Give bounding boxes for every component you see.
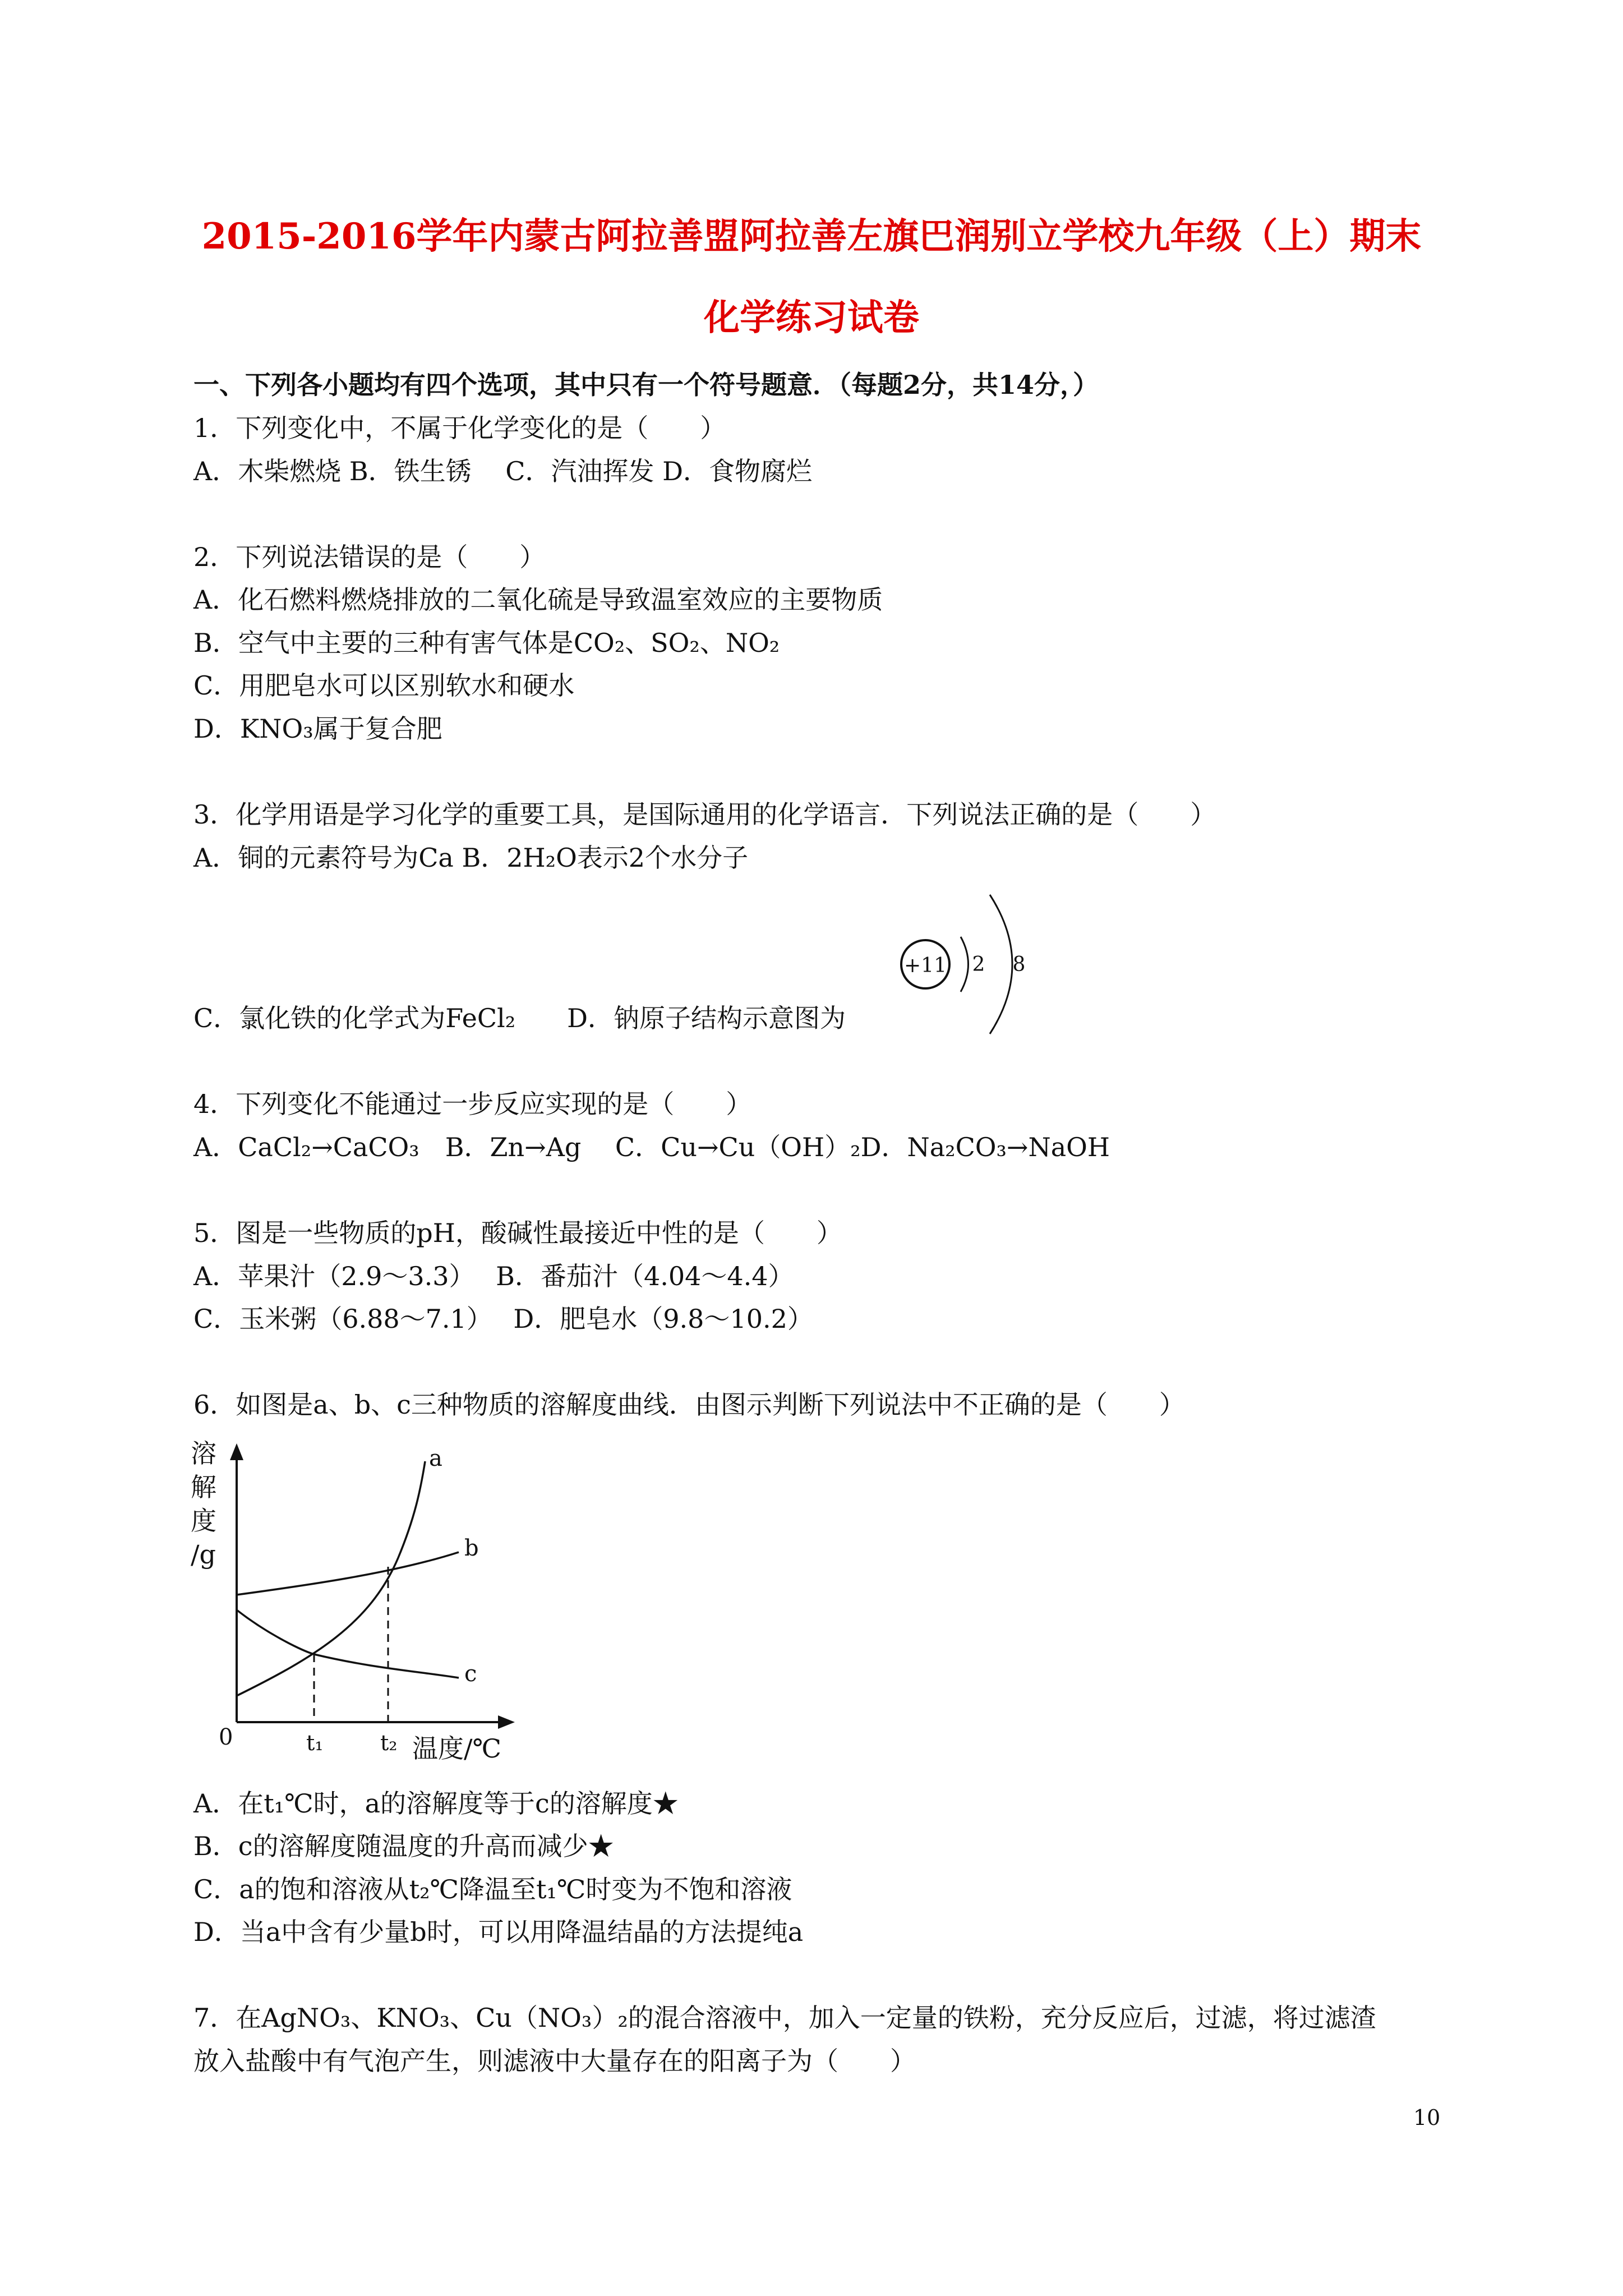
q1-options: A．木柴燃烧 B．铁生锈 C．汽油挥发 D．食物腐烂: [193, 456, 812, 486]
q2-option-b: [193, 630, 780, 656]
q2-option-d-formula: KNO₃: [239, 714, 313, 744]
y-axis-label-part: 解: [191, 1472, 216, 1502]
title-line-2: 化学练习试卷: [704, 297, 919, 339]
page-number: 10: [1413, 2105, 1441, 2130]
shell-1-electrons: 2: [972, 953, 985, 976]
q2-option-d: [193, 716, 442, 742]
q2-option-d-text: 属于复合肥: [313, 714, 442, 744]
q3-stem: 3．化学用语是学习化学的重要工具，是国际通用的化学语言．下列说法正确的是（ ）: [193, 799, 1216, 830]
q1-stem: 1．下列变化中，不属于化学变化的是（ ）: [193, 413, 726, 443]
y-axis-label-part: 溶: [191, 1438, 216, 1469]
y-axis-label: [191, 1438, 216, 1570]
q6-option-b: B．c的溶解度随温度的升高而减少★: [193, 1831, 614, 1861]
y-axis-label-part: /g: [191, 1539, 216, 1570]
series-a-curve: [237, 1461, 425, 1696]
series-b-label: b: [464, 1535, 479, 1561]
q4-stem: 4．下列变化不能通过一步反应实现的是（ ）: [193, 1089, 752, 1119]
x-tick-t2: t₂: [380, 1731, 398, 1755]
x-axis-arrow: [498, 1715, 515, 1729]
origin-label: 0: [219, 1724, 233, 1750]
series-c-curve: [237, 1610, 459, 1678]
q6-option-d: D．当a中含有少量b时，可以用降温结晶的方法提纯a: [193, 1917, 804, 1947]
x-axis-label: 温度/℃: [412, 1733, 501, 1764]
q5-options-ab: A．苹果汁（2.9～3.3） B．番茄汁（4.04～4.4）: [193, 1261, 794, 1291]
q2-option-a: A．化石燃料燃烧排放的二氧化硫是导致温室效应的主要物质: [193, 585, 883, 615]
q2-option-b-text: B．空气中主要的三种有害气体是: [193, 628, 574, 658]
title-line-1: 2015-2016学年内蒙古阿拉善盟阿拉善左旗巴润别立学校九年级（上）期末: [201, 215, 1422, 257]
q2-stem: 2．下列说法错误的是（ ）: [193, 542, 546, 572]
q6-stem: 6．如图是a、b、c三种物质的溶解度曲线．由图示判断下列说法中不正确的是（ ）: [193, 1389, 1185, 1420]
sodium-atom-diagram: [895, 889, 1052, 1046]
electron-shell-2: [990, 895, 1012, 1034]
series-a-label: a: [429, 1446, 442, 1471]
y-axis-arrow: [230, 1443, 243, 1460]
q4-options: A．CaCl₂→CaCO₃ B．Zn→Ag C．Cu→Cu（OH）₂D．Na₂CO₃→NaOH: [193, 1132, 1110, 1162]
q6-option-c: C．a的饱和溶液从t₂℃降温至t₁℃时变为不饱和溶液: [193, 1874, 792, 1904]
q5-options-cd: C．玉米粥（6.88～7.1） D．肥皂水（9.8～10.2）: [193, 1304, 813, 1334]
x-tick-t1: t₁: [306, 1731, 324, 1755]
section-heading: 一、下列各小题均有四个选项，其中只有一个符号题意．（每题2分，共14分，）: [193, 370, 1099, 400]
q3-options-ab: A．铜的元素符号为Ca B．2H₂O表示2个水分子: [193, 843, 749, 873]
nucleus-charge-label: +11: [904, 954, 947, 977]
q3-options-cd: C．氯化铁的化学式为FeCl₂ D．钠原子结构示意图为: [193, 1003, 846, 1033]
q6-option-a: A．在t₁℃时，a的溶解度等于c的溶解度★: [193, 1788, 679, 1819]
q2-option-d-label: D．: [193, 714, 240, 744]
q7-line-1: 7．在AgNO₃、KNO₃、Cu（NO₃）₂的混合溶液中，加入一定量的铁粉，充分反应后，过滤，将过滤渣: [193, 2003, 1376, 2033]
q5-stem: 5．图是一些物质的pH，酸碱性最接近中性的是（ ）: [193, 1218, 842, 1248]
q7-line-2: 放入盐酸中有气泡产生，则滤液中大量存在的阳离子为（ ）: [193, 2046, 916, 2076]
series-c-label: c: [464, 1661, 477, 1687]
y-axis-label-part: 度: [191, 1506, 216, 1536]
q2-option-c: C．用肥皂水可以区别软水和硬水: [193, 670, 575, 701]
series-b-curve: [237, 1552, 459, 1595]
shell-2-electrons: 8: [1012, 953, 1026, 976]
q2-option-b-formula: CO₂、SO₂、NO₂: [573, 628, 780, 658]
solubility-curve-chart: [191, 1433, 538, 1781]
electron-shell-1: [961, 937, 969, 992]
